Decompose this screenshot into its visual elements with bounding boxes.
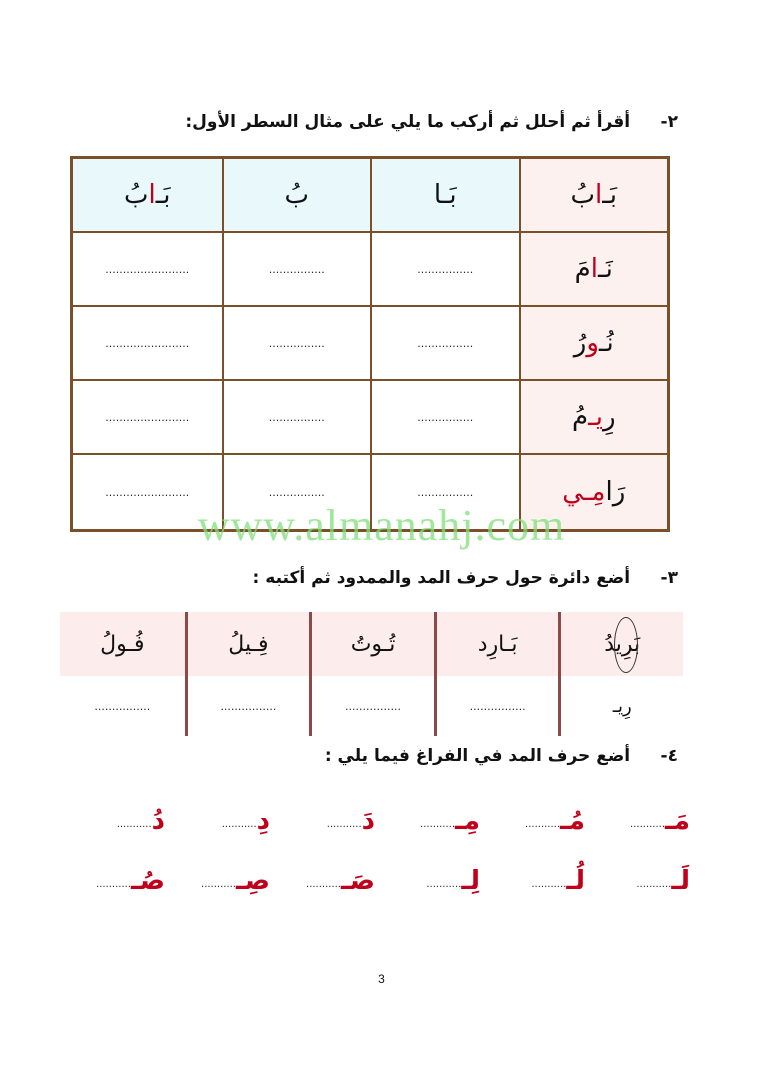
header-word-cell <box>519 159 668 233</box>
page-number: 3 <box>378 972 385 986</box>
word-madd: ا <box>590 254 598 284</box>
fill-dots: ........... <box>306 879 341 890</box>
header-compose-cell <box>73 159 222 233</box>
question-4-heading <box>325 746 678 766</box>
blank-cell[interactable] <box>73 381 222 455</box>
fill-letter: دُ <box>151 806 165 836</box>
circle-madd-table <box>60 612 683 736</box>
fill-row-1 <box>60 806 690 836</box>
word-pre: رِ <box>602 402 616 432</box>
blank-dots: ................ <box>268 336 325 350</box>
fill-item[interactable] <box>375 866 480 896</box>
word-cell-nama <box>519 233 668 307</box>
blank-dots: ........................ <box>105 262 190 276</box>
fill-dots: ........... <box>96 879 131 890</box>
fill-dots: ........... <box>525 819 561 830</box>
question-3-heading <box>253 568 678 588</box>
watermark: www.almanahj.com <box>197 501 566 550</box>
fill-dots: ........... <box>630 819 666 830</box>
blank-dots: ................ <box>268 410 325 424</box>
blank-dots: ................ <box>417 410 474 424</box>
fill-item[interactable] <box>60 866 165 896</box>
blank-cell[interactable] <box>370 233 519 307</box>
blank-dots: ........................ <box>105 336 190 350</box>
blank-cell[interactable] <box>222 307 371 381</box>
answer-cell[interactable] <box>309 676 434 736</box>
analysis-table <box>70 156 670 532</box>
fill-dots: ........... <box>221 819 257 830</box>
fill-letter: مَـ <box>665 806 690 836</box>
header-compose-pre: بَـ <box>155 180 171 210</box>
fill-item[interactable] <box>165 866 270 896</box>
word-post: رُ <box>573 328 587 358</box>
blank-cell[interactable] <box>222 233 371 307</box>
fill-item[interactable] <box>480 866 585 896</box>
word-post: مَ <box>574 254 591 284</box>
fill-item[interactable] <box>270 806 375 836</box>
fill-row-2 <box>60 866 690 896</box>
fill-item[interactable] <box>165 806 270 836</box>
question-2-text: أقرأ ثم أحلل ثم أركب ما يلي على مثال السطر الأول: <box>185 112 631 132</box>
blank-dots: ................ <box>417 262 474 276</box>
fill-letter: لِـ <box>461 866 480 896</box>
fill-dots: ........... <box>326 819 362 830</box>
answer-cell[interactable] <box>185 676 310 736</box>
word-cell[interactable] <box>60 612 185 676</box>
blank-cell[interactable] <box>370 381 519 455</box>
word-pre: نُـ <box>598 328 614 358</box>
fill-dots: ........... <box>531 879 567 890</box>
answer-cell[interactable] <box>434 676 559 736</box>
word-text: بَرِيدُ <box>604 631 641 657</box>
fill-letter: لَـ <box>671 866 690 896</box>
answer-dots: ................ <box>345 699 401 713</box>
header-compose-post: بُ <box>123 180 149 210</box>
blank-cell[interactable] <box>73 233 222 307</box>
fill-letter: لُـ <box>566 866 585 896</box>
blank-dots: ................ <box>417 485 474 499</box>
fill-letter: صِـ <box>235 866 270 896</box>
fill-letter: مِـ <box>455 806 480 836</box>
blank-dots: ................ <box>417 336 474 350</box>
word-text: تُـوتُ <box>350 631 396 657</box>
word-cell[interactable] <box>309 612 434 676</box>
answer-text: رِيـ <box>612 695 632 717</box>
fill-letter: دَ <box>361 806 375 836</box>
fill-dots: ........... <box>201 879 236 890</box>
header-compose-madd: ا <box>148 180 156 210</box>
blank-cell[interactable] <box>222 381 371 455</box>
header-word-post: بُ <box>570 180 595 210</box>
answer-dots: ................ <box>94 699 151 713</box>
fill-dots: ........... <box>426 879 462 890</box>
blank-dots: ................ <box>268 262 325 276</box>
fill-letter: مُـ <box>560 806 585 836</box>
fill-dots: ........... <box>420 819 456 830</box>
header-word-madd: ا <box>594 180 603 210</box>
fill-item[interactable] <box>270 866 375 896</box>
question-3-number: ٣- <box>660 568 678 588</box>
fill-dots: ........... <box>116 819 152 830</box>
word-cell[interactable] <box>434 612 559 676</box>
blank-dots: ................ <box>268 485 325 499</box>
header-word-pre: بَـ <box>602 180 618 210</box>
word-cell-rimu <box>519 381 668 455</box>
answer-cell[interactable] <box>60 676 185 736</box>
answer-cell[interactable] <box>558 676 683 736</box>
header-syllable-cell <box>370 159 519 233</box>
circle-mark <box>614 617 638 673</box>
fill-item[interactable] <box>60 806 165 836</box>
fill-item[interactable] <box>375 806 480 836</box>
fill-letter: صَـ <box>340 866 375 896</box>
fill-item[interactable] <box>585 806 690 836</box>
blank-cell[interactable] <box>370 307 519 381</box>
word-cell[interactable] <box>558 612 683 676</box>
fill-letter: صُـ <box>130 866 165 896</box>
blank-cell[interactable] <box>73 307 222 381</box>
question-2-number: ٢- <box>660 112 678 132</box>
answer-dots: ................ <box>469 699 526 713</box>
question-2-heading <box>185 112 678 132</box>
answer-dots: ................ <box>220 699 277 713</box>
header-letter: بُ <box>284 180 309 210</box>
word-cell[interactable] <box>185 612 310 676</box>
word-post: مُ <box>571 402 589 432</box>
question-4-number: ٤- <box>660 746 678 766</box>
word-text: فُـولُ <box>100 631 145 657</box>
blank-dots: ........................ <box>105 410 190 424</box>
header-syllable: بَـا <box>433 180 457 210</box>
word-text: بَـارِد <box>477 631 518 657</box>
word-pre: رَا <box>605 477 626 507</box>
blank-dots: ........................ <box>105 485 190 499</box>
fill-item[interactable] <box>480 806 585 836</box>
question-4-text: أضع حرف المد في الفراغ فيما يلي : <box>324 746 631 766</box>
header-letter-cell <box>222 159 371 233</box>
word-text: فِـيلُ <box>228 631 269 657</box>
word-pre: نَـ <box>598 254 613 284</box>
word-madd: يـ <box>588 402 603 432</box>
fill-letter: دِ <box>256 806 270 836</box>
word-madd: و <box>586 328 599 358</box>
fill-item[interactable] <box>585 866 690 896</box>
word-madd: مِـي <box>562 477 606 507</box>
question-3-text: أضع دائرة حول حرف المد والممدود ثم أكتبه : <box>252 568 631 588</box>
fill-dots: ........... <box>636 879 672 890</box>
word-cell-nuru <box>519 307 668 381</box>
